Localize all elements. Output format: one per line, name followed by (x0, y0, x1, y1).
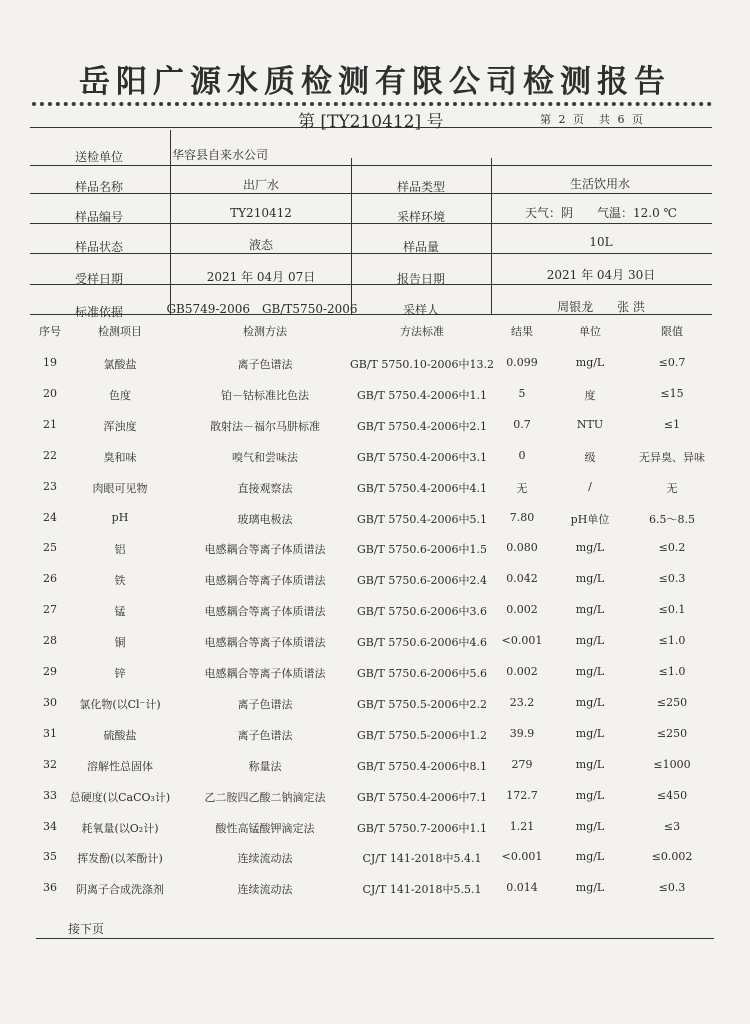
col-unit-cell: mg/L (575, 541, 605, 554)
col-unit-cell: mg/L (575, 634, 605, 647)
sample-type-value: 生活饮用水 (569, 177, 631, 191)
col-item-cell: pH (111, 511, 129, 524)
env-value: 天气：阴 气温：12.0 ℃ (525, 206, 677, 220)
col-standard-cell: GB/T 5750.6-2006中1.5 (356, 543, 488, 556)
receive-date-label: 受样日期 (75, 272, 124, 286)
page-bottom-rule (36, 938, 714, 939)
table-row (0, 881, 750, 911)
col-standard-header: 方法标准 (400, 325, 444, 338)
col-unit-cell: 度 (584, 389, 596, 402)
col-result-cell: 0 (518, 449, 526, 462)
col-method-cell: 离子色谱法 (237, 729, 293, 742)
col-standard-cell: GB/T 5750.5-2006中2.2 (356, 698, 488, 711)
info-row-divider (30, 223, 712, 224)
col-method-cell: 称量法 (248, 760, 282, 773)
table-row (0, 541, 750, 571)
table-row (0, 820, 750, 850)
info-row-divider (30, 284, 712, 285)
col-method-header: 检测方法 (243, 325, 287, 338)
col-standard-cell: GB/T 5750.4-2006中1.1 (356, 389, 488, 402)
col-standard-cell: GB/T 5750.6-2006中3.6 (356, 605, 488, 618)
col-method-cell: 电感耦合等离子体质谱法 (204, 574, 326, 587)
col-result-cell: 172.7 (506, 789, 538, 802)
col-result-cell: 0.002 (506, 603, 538, 616)
col-limit-cell: ≤1000 (653, 758, 691, 771)
title-divider (32, 102, 712, 106)
table-row (0, 727, 750, 757)
col-no-cell: 27 (43, 603, 57, 616)
col-limit-cell: 无异臭、异味 (639, 451, 705, 464)
col-no-header: 序号 (39, 325, 61, 338)
col-no-cell: 29 (43, 665, 57, 678)
col-unit-cell: 级 (584, 451, 596, 464)
col-no-cell: 28 (43, 634, 57, 647)
col-item-cell: 铝 (114, 543, 126, 556)
sample-no-label: 样品编号 (75, 210, 124, 224)
col-item-cell: 浑浊度 (103, 420, 137, 433)
table-row (0, 511, 750, 541)
col-standard-cell: GB/T 5750.4-2006中8.1 (356, 760, 488, 773)
col-no-cell: 33 (43, 789, 57, 802)
col-no-cell: 31 (43, 727, 57, 740)
table-row (0, 387, 750, 417)
info-col-divider (351, 158, 352, 314)
col-no-cell: 36 (43, 881, 57, 894)
qty-label: 样品量 (402, 240, 440, 254)
col-limit-cell: ≤250 (656, 696, 688, 709)
col-no-cell: 21 (43, 418, 57, 431)
table-row (0, 758, 750, 788)
col-result-cell: 0.014 (506, 881, 538, 894)
col-item-cell: 铁 (114, 574, 126, 587)
col-no-cell: 23 (43, 480, 57, 493)
state-label: 样品状态 (75, 240, 124, 254)
col-standard-cell: CJ/T 141-2018中5.5.1 (362, 883, 482, 896)
col-limit-cell: ≤0.7 (658, 356, 686, 369)
col-result-cell: 0.042 (506, 572, 538, 585)
receive-date-value: 2021 年 04月 07日 (206, 270, 316, 284)
col-standard-cell: GB/T 5750.6-2006中5.6 (356, 667, 488, 680)
info-col-divider (491, 158, 492, 314)
col-no-cell: 32 (43, 758, 57, 771)
sample-name-value: 出厂水 (242, 178, 280, 192)
col-no-cell: 22 (43, 449, 57, 462)
state-value: 液态 (248, 238, 274, 252)
col-result-cell: 0.080 (506, 541, 538, 554)
col-standard-cell: GB/T 5750.4-2006中2.1 (356, 420, 488, 433)
col-no-cell: 19 (43, 356, 57, 369)
col-unit-cell: mg/L (575, 572, 605, 585)
table-row (0, 480, 750, 510)
col-method-cell: 电感耦合等离子体质谱法 (204, 667, 326, 680)
col-item-cell: 总硬度(以CaCO₃计) (69, 791, 171, 804)
col-method-cell: 离子色谱法 (237, 698, 293, 711)
col-unit-cell: mg/L (575, 696, 605, 709)
col-method-cell: 连续流动法 (237, 852, 293, 865)
col-result-cell: 5 (518, 387, 526, 400)
col-limit-cell: ≤15 (660, 387, 684, 400)
col-standard-cell: GB/T 5750.7-2006中1.1 (356, 822, 488, 835)
col-unit-cell: mg/L (575, 820, 605, 833)
col-standard-cell: GB/T 5750.4-2006中5.1 (356, 513, 488, 526)
col-no-cell: 25 (43, 541, 57, 554)
col-limit-cell: 6.5～8.5 (649, 513, 695, 526)
continue-note: 接下页 (68, 922, 105, 936)
col-result-cell: 1.21 (509, 820, 535, 833)
col-unit-cell: mg/L (575, 727, 605, 740)
table-row (0, 850, 750, 880)
col-standard-cell: GB/T 5750.10-2006中13.2 (349, 358, 495, 371)
col-method-cell: 电感耦合等离子体质谱法 (204, 605, 326, 618)
col-limit-cell: ≤0.2 (658, 541, 686, 554)
col-method-cell: 铂－钴标准比色法 (221, 389, 309, 402)
table-row (0, 356, 750, 386)
client-value: 华容县自来水公司 (172, 148, 269, 162)
col-standard-cell: GB/T 5750.6-2006中4.6 (356, 636, 488, 649)
col-item-cell: 硫酸盐 (103, 729, 137, 742)
col-method-cell: 酸性高锰酸钾滴定法 (215, 822, 315, 835)
col-limit-cell: ≤450 (656, 789, 688, 802)
table-row (0, 418, 750, 448)
report-date-value: 2021 年 04月 30日 (546, 268, 656, 282)
col-unit-cell: mg/L (575, 603, 605, 616)
col-no-cell: 30 (43, 696, 57, 709)
col-method-cell: 玻璃电极法 (237, 513, 293, 526)
col-result-cell: 0.099 (506, 356, 538, 369)
col-item-cell: 色度 (109, 389, 131, 402)
col-no-cell: 35 (43, 850, 57, 863)
col-result-cell: 0.7 (513, 418, 531, 431)
col-item-cell: 挥发酚(以苯酚计) (77, 852, 163, 865)
col-item-cell: 氯化物(以Cl⁻计) (79, 698, 161, 711)
col-method-cell: 离子色谱法 (237, 358, 293, 371)
col-unit-cell: mg/L (575, 758, 605, 771)
col-result-cell: 7.80 (509, 511, 535, 524)
report-number: 第 [TY210412] 号 (298, 112, 444, 132)
sample-name-label: 样品名称 (75, 180, 124, 194)
col-unit-cell: mg/L (575, 850, 605, 863)
col-no-cell: 26 (43, 572, 57, 585)
col-item-cell: 肉眼可见物 (92, 482, 148, 495)
col-standard-cell: GB/T 5750.4-2006中4.1 (356, 482, 488, 495)
info-row-divider (30, 165, 712, 166)
col-limit-cell: ≤0.1 (658, 603, 686, 616)
col-result-cell: 0.002 (506, 665, 538, 678)
col-standard-cell: CJ/T 141-2018中5.4.1 (362, 852, 482, 865)
table-row (0, 665, 750, 695)
sampler-label: 采样人 (402, 303, 440, 317)
col-unit-header: 单位 (579, 325, 601, 338)
col-standard-cell: GB/T 5750.6-2006中2.4 (356, 574, 488, 587)
col-unit-cell: mg/L (575, 789, 605, 802)
col-unit-cell: mg/L (575, 356, 605, 369)
info-row-divider (30, 253, 712, 254)
col-unit-cell: mg/L (575, 665, 605, 678)
col-no-cell: 20 (43, 387, 57, 400)
sampler-value: 周银龙 张 洪 (557, 300, 645, 314)
standard-label: 标准依据 (75, 305, 124, 319)
col-unit-cell: mg/L (575, 881, 605, 894)
col-limit-cell: ≤1.0 (658, 665, 686, 678)
col-limit-cell: ≤1.0 (658, 634, 686, 647)
col-no-cell: 24 (43, 511, 57, 524)
table-row (0, 572, 750, 602)
col-method-cell: 直接观察法 (237, 482, 293, 495)
col-unit-cell: / (588, 480, 592, 493)
report-title: 岳阳广源水质检测有限公司检测报告 (79, 64, 671, 100)
qty-value: 10L (589, 235, 613, 249)
col-method-cell: 连续流动法 (237, 883, 293, 896)
env-label: 采样环境 (396, 210, 446, 224)
col-result-cell: 279 (511, 758, 533, 771)
col-no-cell: 34 (43, 820, 57, 833)
col-standard-cell: GB/T 5750.4-2006中3.1 (356, 451, 488, 464)
col-method-cell: 电感耦合等离子体质谱法 (204, 543, 326, 556)
col-limit-cell: 无 (666, 482, 678, 495)
col-result-cell: 23.2 (509, 696, 535, 709)
col-item-cell: 锰 (114, 605, 126, 618)
col-item-cell: 臭和味 (103, 451, 137, 464)
info-row-divider (30, 193, 712, 194)
table-row (0, 603, 750, 633)
col-unit-cell: NTU (576, 418, 604, 431)
col-result-cell: 39.9 (509, 727, 535, 740)
col-item-cell: 耗氧量(以O₂计) (81, 822, 159, 835)
col-unit-cell: pH单位 (570, 513, 610, 526)
col-method-cell: 电感耦合等离子体质谱法 (204, 636, 326, 649)
col-limit-cell: ≤0.3 (658, 881, 686, 894)
col-result-cell: <0.001 (501, 850, 543, 863)
table-row (0, 449, 750, 479)
standard-value: GB5749-2006 GB/T5750-2006 (166, 302, 358, 316)
col-method-cell: 嗅气和尝味法 (232, 451, 298, 464)
page-indicator: 第 2 页 共 6 页 (540, 113, 645, 126)
sample-no-value: TY210412 (230, 206, 292, 220)
col-item-cell: 锌 (114, 667, 126, 680)
col-limit-cell: ≤1 (663, 418, 681, 431)
col-method-cell: 散射法－福尔马肼标准 (210, 420, 320, 433)
col-limit-cell: ≤250 (656, 727, 688, 740)
col-method-cell: 乙二胺四乙酸二钠滴定法 (204, 791, 326, 804)
col-limit-cell: ≤3 (663, 820, 681, 833)
info-table-border (30, 127, 712, 128)
table-row (0, 696, 750, 726)
client-label: 送检单位 (75, 150, 124, 164)
col-item-cell: 氯酸盐 (103, 358, 137, 371)
col-item-cell: 溶解性总固体 (87, 760, 153, 773)
col-item-header: 检测项目 (98, 325, 142, 338)
table-row (0, 634, 750, 664)
col-item-cell: 阴离子合成洗涤剂 (76, 883, 164, 896)
report-date-label: 报告日期 (396, 272, 446, 286)
table-row (0, 789, 750, 819)
col-result-header: 结果 (511, 325, 533, 338)
col-result-cell: 无 (516, 482, 528, 495)
col-limit-cell: ≤0.002 (651, 850, 693, 863)
col-standard-cell: GB/T 5750.4-2006中7.1 (356, 791, 488, 804)
col-item-cell: 铜 (114, 636, 126, 649)
sample-type-label: 样品类型 (396, 180, 446, 194)
col-limit-cell: ≤0.3 (658, 572, 686, 585)
col-limit-header: 限值 (661, 325, 683, 338)
info-col-divider (170, 130, 171, 314)
col-result-cell: <0.001 (501, 634, 543, 647)
col-standard-cell: GB/T 5750.5-2006中1.2 (356, 729, 488, 742)
